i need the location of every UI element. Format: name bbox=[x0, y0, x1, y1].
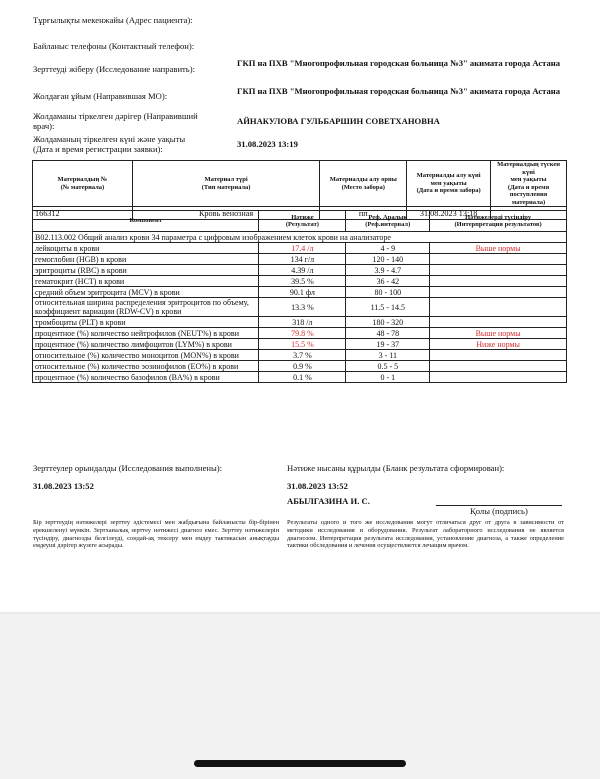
interpretation-header: Нәтижелерді түсіндіру (Интерпретация результатов) bbox=[430, 211, 567, 232]
interpretation bbox=[430, 287, 567, 298]
result-row bbox=[33, 317, 567, 328]
result-row bbox=[33, 265, 567, 276]
referring-doctor-value: АЙНАКУЛОВА ГУЛЬБАРШИН СОВЕТХАНОВНА bbox=[237, 116, 440, 126]
reference-header: Реф. Аралық (Реф.интервал) bbox=[346, 211, 430, 232]
component-name: тромбоциты (PLT) в крови bbox=[33, 317, 259, 328]
component-name: процентное (%) количество лимфоцитов (LYM%) в крови bbox=[33, 339, 259, 350]
result-value: 39.5 % bbox=[259, 276, 346, 287]
component-name: относительная ширина распределения эритроцитов по объему, коэффициент вариации (RDW-CV) в крови bbox=[33, 298, 259, 317]
form-created-value: 31.08.2023 13:52 bbox=[287, 481, 348, 491]
component-name: лейкоциты в крови bbox=[33, 243, 259, 254]
component-name: гематокрит (HCT) в крови bbox=[33, 276, 259, 287]
collection-site: пп bbox=[320, 207, 407, 220]
interpretation bbox=[430, 298, 567, 317]
signer-name: АБЫЛГАЗИНА И. С. bbox=[287, 496, 370, 506]
result-row bbox=[33, 372, 567, 383]
reference-range: 3 - 11 bbox=[346, 350, 430, 361]
home-indicator[interactable] bbox=[194, 760, 406, 767]
result-value: 0.1 % bbox=[259, 372, 346, 383]
result-row bbox=[33, 276, 567, 287]
referring-doctor-label-2: врач): bbox=[33, 121, 55, 131]
reference-range: 0.5 - 5 bbox=[346, 361, 430, 372]
interpretation: Выше нормы bbox=[430, 243, 567, 254]
reference-range: 48 - 78 bbox=[346, 328, 430, 339]
component-header: Компонент bbox=[33, 211, 259, 232]
result-row bbox=[33, 350, 567, 361]
result-row bbox=[33, 339, 567, 350]
reference-range: 180 - 320 bbox=[346, 317, 430, 328]
result-value: 15.5 % bbox=[259, 339, 346, 350]
results-header bbox=[33, 211, 567, 232]
result-row bbox=[33, 287, 567, 298]
reference-range: 11.5 - 14.5 bbox=[346, 298, 430, 317]
interpretation bbox=[430, 276, 567, 287]
material-number: 166312 bbox=[33, 207, 133, 220]
results-table bbox=[32, 210, 567, 383]
interpretation bbox=[430, 254, 567, 265]
result-row bbox=[33, 243, 567, 254]
component-name: относительное (%) количество эозинофилов (EO%) в крови bbox=[33, 361, 259, 372]
result-value: 318 /л bbox=[259, 317, 346, 328]
result-row bbox=[33, 298, 567, 317]
form-created-label: Нәтиже нысаны құрылды (Бланк результата сформирован): bbox=[287, 463, 505, 473]
reference-range: 36 - 42 bbox=[346, 276, 430, 287]
interpretation bbox=[430, 317, 567, 328]
interpretation bbox=[430, 361, 567, 372]
results-body bbox=[33, 243, 567, 383]
result-value: 90.1 фл bbox=[259, 287, 346, 298]
collection-date-header: Материалды алу күні мен уақыты (Дата и время забора) bbox=[407, 161, 491, 207]
interpretation: Выше нормы bbox=[430, 328, 567, 339]
reference-range: 0 - 1 bbox=[346, 372, 430, 383]
sent-to-value: ГКП на ПХВ "Многопрофильная городская больница №3" акимата города Астана bbox=[237, 58, 561, 68]
collection-date: 31.08.2023 13:18 bbox=[407, 207, 491, 220]
material-table-header bbox=[33, 161, 567, 207]
material-type-header: Материал түрі (Тип материала) bbox=[132, 161, 320, 207]
component-name: относительное (%) количество моноцитов (MON%) в крови bbox=[33, 350, 259, 361]
reference-range: 120 - 140 bbox=[346, 254, 430, 265]
collection-site-header: Материалды алу орны (Место забора) bbox=[320, 161, 407, 207]
result-row bbox=[33, 361, 567, 372]
component-name: процентное (%) количество базофилов (BA%) в крови bbox=[33, 372, 259, 383]
referring-org-value: ГКП на ПХВ "Многопрофильная городская больница №3" акимата города Астана bbox=[237, 86, 561, 96]
result-value: 13.3 % bbox=[259, 298, 346, 317]
arrival-date-header: Материалдың түскен күні мен уақыты (Дата и время поступления материала) bbox=[491, 161, 567, 207]
registration-label-2: (Дата и время регистрации заявки): bbox=[33, 144, 163, 154]
registration-label-1: Жолдаманың тіркелген күні және уақыты bbox=[33, 134, 186, 144]
patient-address-label: Тұрғылықты мекенжайы (Адрес пациента): bbox=[33, 15, 193, 25]
result-value: 0.9 % bbox=[259, 361, 346, 372]
result-row bbox=[33, 328, 567, 339]
component-name: эритроциты (RBC) в крови bbox=[33, 265, 259, 276]
component-name: средний объем эритроцита (MCV) в крови bbox=[33, 287, 259, 298]
reference-range: 19 - 37 bbox=[346, 339, 430, 350]
reference-range: 3.9 - 4.7 bbox=[346, 265, 430, 276]
result-value: 17.4 /л bbox=[259, 243, 346, 254]
interpretation bbox=[430, 265, 567, 276]
interpretation bbox=[430, 372, 567, 383]
registration-value: 31.08.2023 13:19 bbox=[237, 139, 298, 149]
reference-range: 80 - 100 bbox=[346, 287, 430, 298]
analysis-section-title: B02.113.002 Общий анализ крови 34 параметра с цифровым изображением клеток крови на анализаторе bbox=[33, 232, 567, 243]
contact-phone-label: Байланыс телефоны (Контактный телефон): bbox=[33, 41, 195, 51]
referring-org-label: Жолдаған ұйым (Направившая МО): bbox=[33, 91, 168, 101]
analysis-section-row bbox=[33, 232, 567, 243]
disclaimer-ru: Результаты одного и того же исследования могут отличаться друг от друга в зависимости от методики исследования и оборудования. Результат лабораторного исследования не является диагнозом. Интерпретация результата исследования, установление диагноза, а также определение тактики обследования и лечения осуществляется лечащим врачом. bbox=[287, 519, 564, 550]
material-number-header: Материалдың № (№ материала) bbox=[33, 161, 133, 207]
result-value: 3.7 % bbox=[259, 350, 346, 361]
result-header: Нәтиже (Результат) bbox=[259, 211, 346, 232]
performed-label: Зерттеулер орындалды (Исследования выполнены): bbox=[33, 463, 223, 473]
interpretation bbox=[430, 350, 567, 361]
reference-range: 4 - 9 bbox=[346, 243, 430, 254]
referring-doctor-label-1: Жолдаманы тіркелген дәрігер (Направивший bbox=[33, 111, 198, 121]
result-row bbox=[33, 254, 567, 265]
sent-to-label: Зерттеуді жіберу (Исследование направить): bbox=[33, 64, 195, 74]
signature-label: Қолы (подпись) bbox=[470, 506, 528, 516]
component-name: процентное (%) количество нейтрофилов (NEUT%) в крови bbox=[33, 328, 259, 339]
component-name: гемоглобин (HGB) в крови bbox=[33, 254, 259, 265]
result-value: 4.39 /л bbox=[259, 265, 346, 276]
result-value: 79.8 % bbox=[259, 328, 346, 339]
interpretation: Ниже нормы bbox=[430, 339, 567, 350]
performed-value: 31.08.2023 13:52 bbox=[33, 481, 94, 491]
disclaimer-kz: Бір зерттеудің нәтижелері зерттеу әдістемесі мен жабдығына байланысты бір-бірінен ерекшеленуі мүмкін. Зертханалық зерттеу нәтижесі диагноз емес. Зерттеу нәтижелерін түсіндіру, диагнозды белгілеуді, сондай-ақ тексеру мен емдеу тактикасын анықтауды емдеуші дәрігер жүзеге асырады. bbox=[33, 519, 279, 550]
material-type: Кровь венозная bbox=[132, 207, 320, 220]
result-value: 134 г/л bbox=[259, 254, 346, 265]
